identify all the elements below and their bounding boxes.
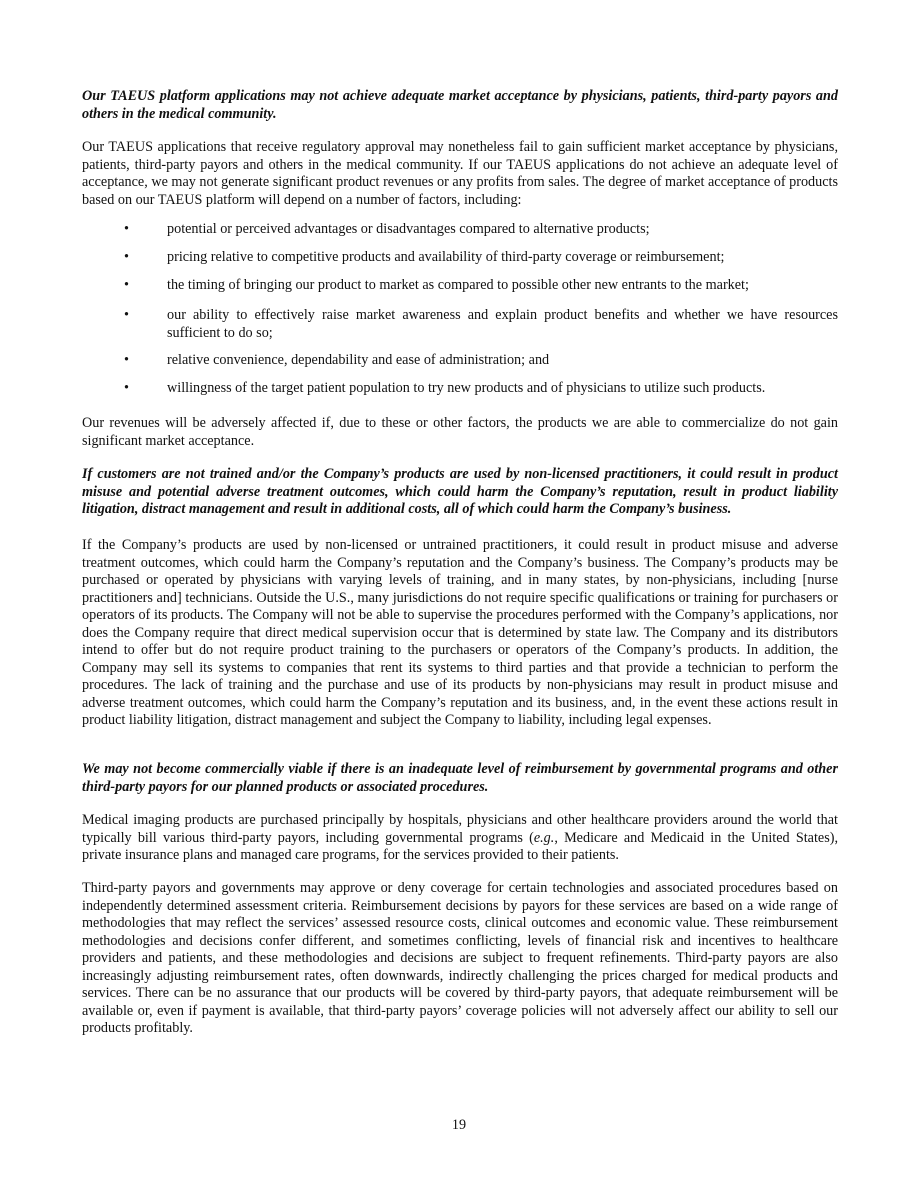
- bullet-icon: •: [124, 307, 129, 323]
- bullet-icon: •: [124, 277, 129, 293]
- bullet-icon: •: [124, 380, 129, 396]
- page-number: 19: [451, 1117, 467, 1133]
- section-heading-market-acceptance: Our TAEUS platform applications may not achieve adequate market acceptance by physicians, patients, third-party payors and others in the medical community.: [82, 88, 838, 122]
- paragraph-medical-imaging: Medical imaging products are purchased principally by hospitals, physicians and other healthcare providers around the world that typically bill various third-party payors, including governmental programs (e.g., Medicare and Medicaid in the United States), private insurance plans and managed care programs, for the services provided to their patients.: [82, 812, 838, 863]
- paragraph-revenues-affected: Our revenues will be adversely affected if, due to these or other factors, the products we are able to commercialize do not gain significant market acceptance.: [82, 415, 838, 449]
- bullet-icon: •: [124, 221, 129, 237]
- section-heading-training: If customers are not trained and/or the Company’s products are used by non-licensed practitioners, it could result in product misuse and potential adverse treatment outcomes, which could harm the Company’s reputation, result in product liability litigation, distract management and result in additional costs, all of which could harm the Company’s business.: [82, 466, 838, 517]
- bullet-icon: •: [124, 249, 129, 265]
- paragraph-training: If the Company’s products are used by non-licensed or untrained practitioners, it could result in product misuse and adverse treatment outcomes, which could harm the Company’s reputation and the Company’s business. The Company’s products may be purchased or operated by physicians with varying levels of training, and in many states, by non-physicians, including [nurse practitioners and] technicians. Outside the U.S., many jurisdictions do not require specific qualifications or training for purchasers or operators of its products. The Company will not be able to supervise the procedures performed with the Company’s applications, nor does the Company require that direct medical supervision occur that is determined by state law. The Company and its distributors intend to offer but do not require product training to the purchasers or operators of the Company’s products. In addition, the Company may sell its systems to companies that rent its systems to third parties and that provide a technician to perform the procedures. The lack of training and the purchase and use of its products by non-physicians may result in product misuse and adverse treatment outcomes, which could harm the Company’s reputation and its business, and, in the event these actions result in product liability litigation, distract management and subject the Company to liability, including legal expenses.: [82, 537, 838, 728]
- section-heading-reimbursement: We may not become commercially viable if there is an inadequate level of reimbursement by governmental programs and other third-party payors for our planned products or associated procedures.: [82, 761, 838, 795]
- paragraph-third-party-payors: Third-party payors and governments may approve or deny coverage for certain technologies and associated procedures based on independently determined assessment criteria. Reimbursement decisions by payors for these services are based on a wide range of methodologies that may reflect the services’ assessed resource costs, clinical outcomes and economic value. These reimbursement methodologies and decisions confer different, and sometimes conflicting, levels of financial risk and incentives to healthcare providers and patients, and these methodologies and decisions are subject to frequent refinements. Third-party payors are also increasingly adjusting reimbursement rates, often downwards, indirectly challenging the prices charged for medical products and services. There can be no assurance that our products will be covered by third-party payors, that adequate reimbursement will be available or, even if payment is available, that third-party payors’ coverage policies will not adversely affect our ability to sell our products profitably.: [82, 880, 838, 1036]
- bullet-icon: •: [124, 352, 129, 368]
- paragraph-market-acceptance: Our TAEUS applications that receive regulatory approval may nonetheless fail to gain sufficient market acceptance by physicians, patients, third-party payors and others in the medical community. If our TAEUS applications do not achieve an adequate level of acceptance, we may not generate significant product revenues or any profits from sales. The degree of market acceptance of products based on our TAEUS platform will depend on a number of factors, including:: [82, 139, 838, 208]
